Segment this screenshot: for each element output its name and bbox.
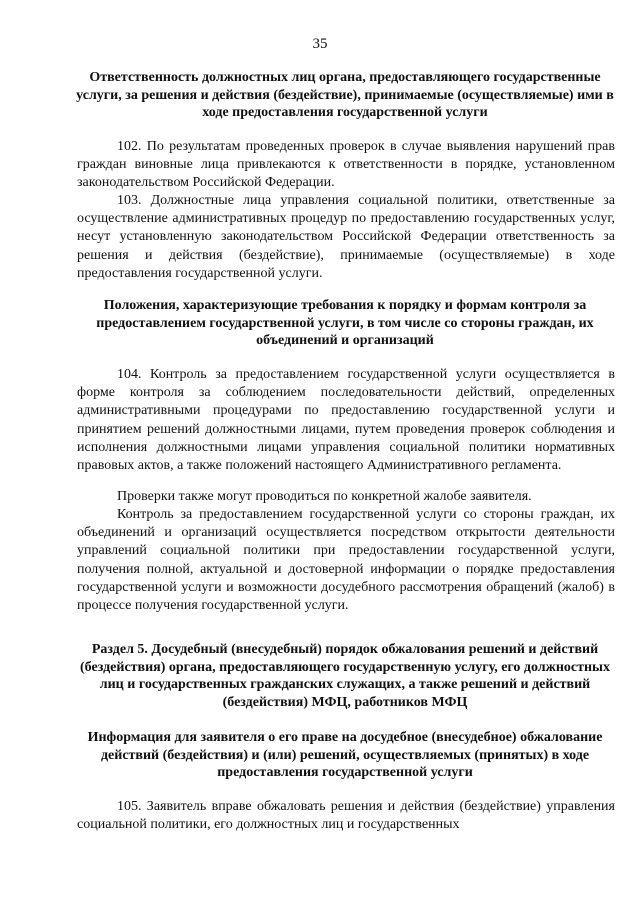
paragraph-checks: Проверки также могут проводиться по конкретной жалобе заявителя. bbox=[117, 489, 532, 504]
paragraph-102: 102. По результатам проведенных проверок в случае выявления нарушений прав граждан виновные лица привлекаются к ответственности в порядке, установленном законодательством Российской Федерации. bbox=[77, 139, 615, 191]
section-heading-appeal-info: Информация для заявителя о его праве на досудебное (внесудебное) обжалование действий (бездействия) и (или) решений, осуществляемых (принятых) в ходе предоставления государственной услуги bbox=[87, 730, 603, 780]
paragraph-public-control: Контроль за предоставлением государственной услуги со стороны граждан, их объединений и организаций осуществляется посредством открытости деятельности управлений социальной политики при предоставлении государственной услуги, получения полной, актуальной и достоверной информации о порядке предоставления государственной услуги и возможности досудебного рассмотрения обращений (жалоб) в процессе получения государственной услуги. bbox=[77, 507, 615, 614]
paragraph-105: 105. Заявитель вправе обжаловать решения и действия (бездействие) управления социальной политики, его должностных лиц и государственных bbox=[77, 799, 615, 833]
paragraph-103: 103. Должностные лица управления социальной политики, ответственные за осуществление административных процедур по предоставлению государственных услуг, несут установленную законодательством Российской Федерации ответственность за решения и действия (бездействие), принимаемые (осуществляемые) в ходе предоставления государственной услуги. bbox=[77, 193, 615, 281]
page-number: 35 bbox=[312, 36, 328, 52]
paragraph-104: 104. Контроль за предоставлением государственной услуги осуществляется в форме контроля за соблюдением последовательности действий, определенных административными процедурами по предоставлению государственной услуги и принятием решений должностными лицами, путем проведения проверок соблюдения и исполнения должностными лицами управления социальной политики нормативных правовых актов, а также положений настоящего Административного регламента. bbox=[77, 367, 615, 474]
section-heading-part-5: Раздел 5. Досудебный (внесудебный) порядок обжалования решений и действий (бездействия) органа, предоставляющего государственную услугу, его должностных лиц и государственных гражданских служащих, а также решений и действий (бездействия) МФЦ, работников МФЦ bbox=[80, 642, 610, 710]
section-heading-control: Положения, характеризующие требования к порядку и формам контроля за предоставлением государственной услуги, в том числе со стороны граждан, их объединений и организаций bbox=[96, 298, 594, 348]
section-heading-responsibility: Ответственность должностных лиц органа, предоставляющего государственные услуги, за решения и действия (бездействие), принимаемые (осуществляемые) ими в ходе предоставления государственной услуги bbox=[76, 70, 614, 120]
